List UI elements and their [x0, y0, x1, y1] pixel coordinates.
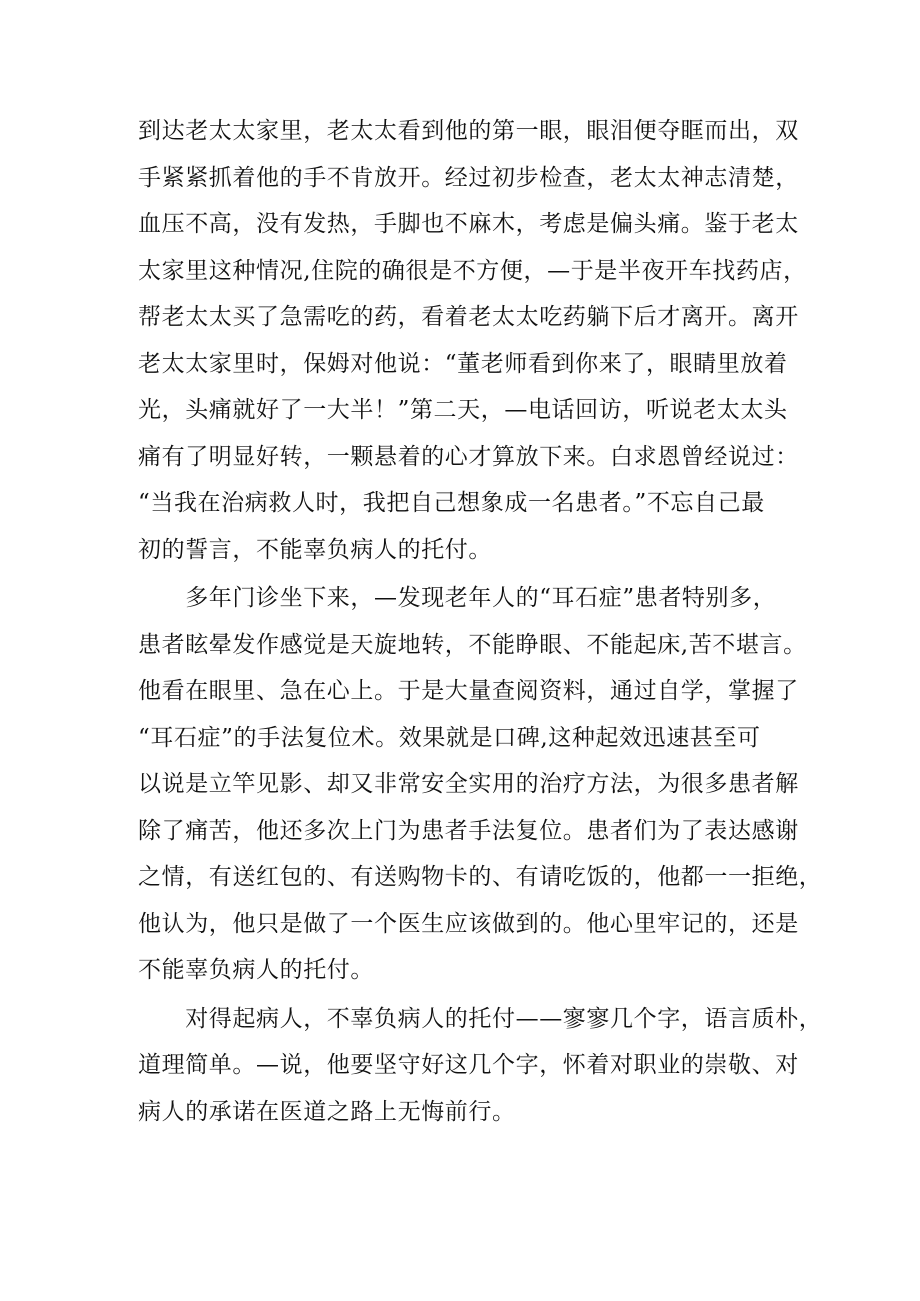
paragraph-2 [138, 575, 823, 994]
text-line: “当我在治病救人时，我把自己想象成一名患者。”不忘自己最 [138, 490, 765, 516]
article-body [138, 108, 823, 1135]
text-line: 他看在眼里、急在心上。于是大量查阅资料，通过自学，掌握了 [138, 678, 799, 704]
text-line: 太家里这种情况,住院的确很是不方便，—于是半夜开车找药店， [138, 257, 807, 284]
text-line: 除了痛苦，他还多次上门为患者手法复位。患者们为了表达感谢 [138, 817, 799, 844]
text-line: 对得起病人，不辜负病人的托付——寥寥几个字，语言质朴， [138, 1005, 823, 1032]
text-line: 以说是立竿见影、却又非常安全实用的治疗方法，为很多患者解 [138, 771, 799, 797]
text-line: 血压不高，没有发热，手脚也不麻木，考虑是偏头痛。鉴于老太 [138, 211, 799, 237]
text-line: 到达老太太家里，老太太看到他的第一眼，眼泪便夺眶而出，双 [138, 118, 799, 144]
paragraph-1 [138, 108, 807, 573]
text-line: 不能辜负病人的托付。 [138, 957, 374, 983]
text-line: 帮老太太买了急需吃的药，看着老太太吃药躺下后才离开。离开 [138, 304, 799, 330]
text-line: 初的誓言，不能辜负病人的托付。 [138, 536, 492, 563]
text-line: “耳石症”的手法复位术。效果就是口碑,这种起效迅速甚至可 [138, 724, 761, 751]
text-line: 手紧紧抓着他的手不肯放开。经过初步检查，老太太神志清楚， [138, 164, 799, 191]
paragraph-3 [138, 996, 823, 1136]
text-line: 之情，有送红包的、有送购物卡的、有请吃饭的，他都一一拒绝， [138, 864, 823, 890]
text-line: 光，头痛就好了一大半！”第二天，—电话回访，听说老太太头 [138, 397, 788, 423]
text-line: 患者眩晕发作感觉是天旋地转，不能睁眼、不能起床,苦不堪言。 [138, 631, 807, 658]
text-line: 道理简单。—说，他要坚守好这几个字，怀着对职业的崇敬、对 [138, 1052, 799, 1078]
text-line: 多年门诊坐下来，—发现老年人的“耳石症”患者特别多， [138, 585, 777, 611]
text-line: 他认为，他只是做了一个医生应该做到的。他心里牢记的，还是 [138, 910, 799, 937]
text-line: 病人的承诺在医道之路上无悔前行。 [138, 1098, 516, 1125]
text-line: 痛有了明显好转，一颗悬着的心才算放下来。白求恩曾经说过： [138, 443, 799, 470]
text-line: 老太太家里时，保姆对他说：“董老师看到你来了，眼睛里放着 [138, 350, 788, 377]
